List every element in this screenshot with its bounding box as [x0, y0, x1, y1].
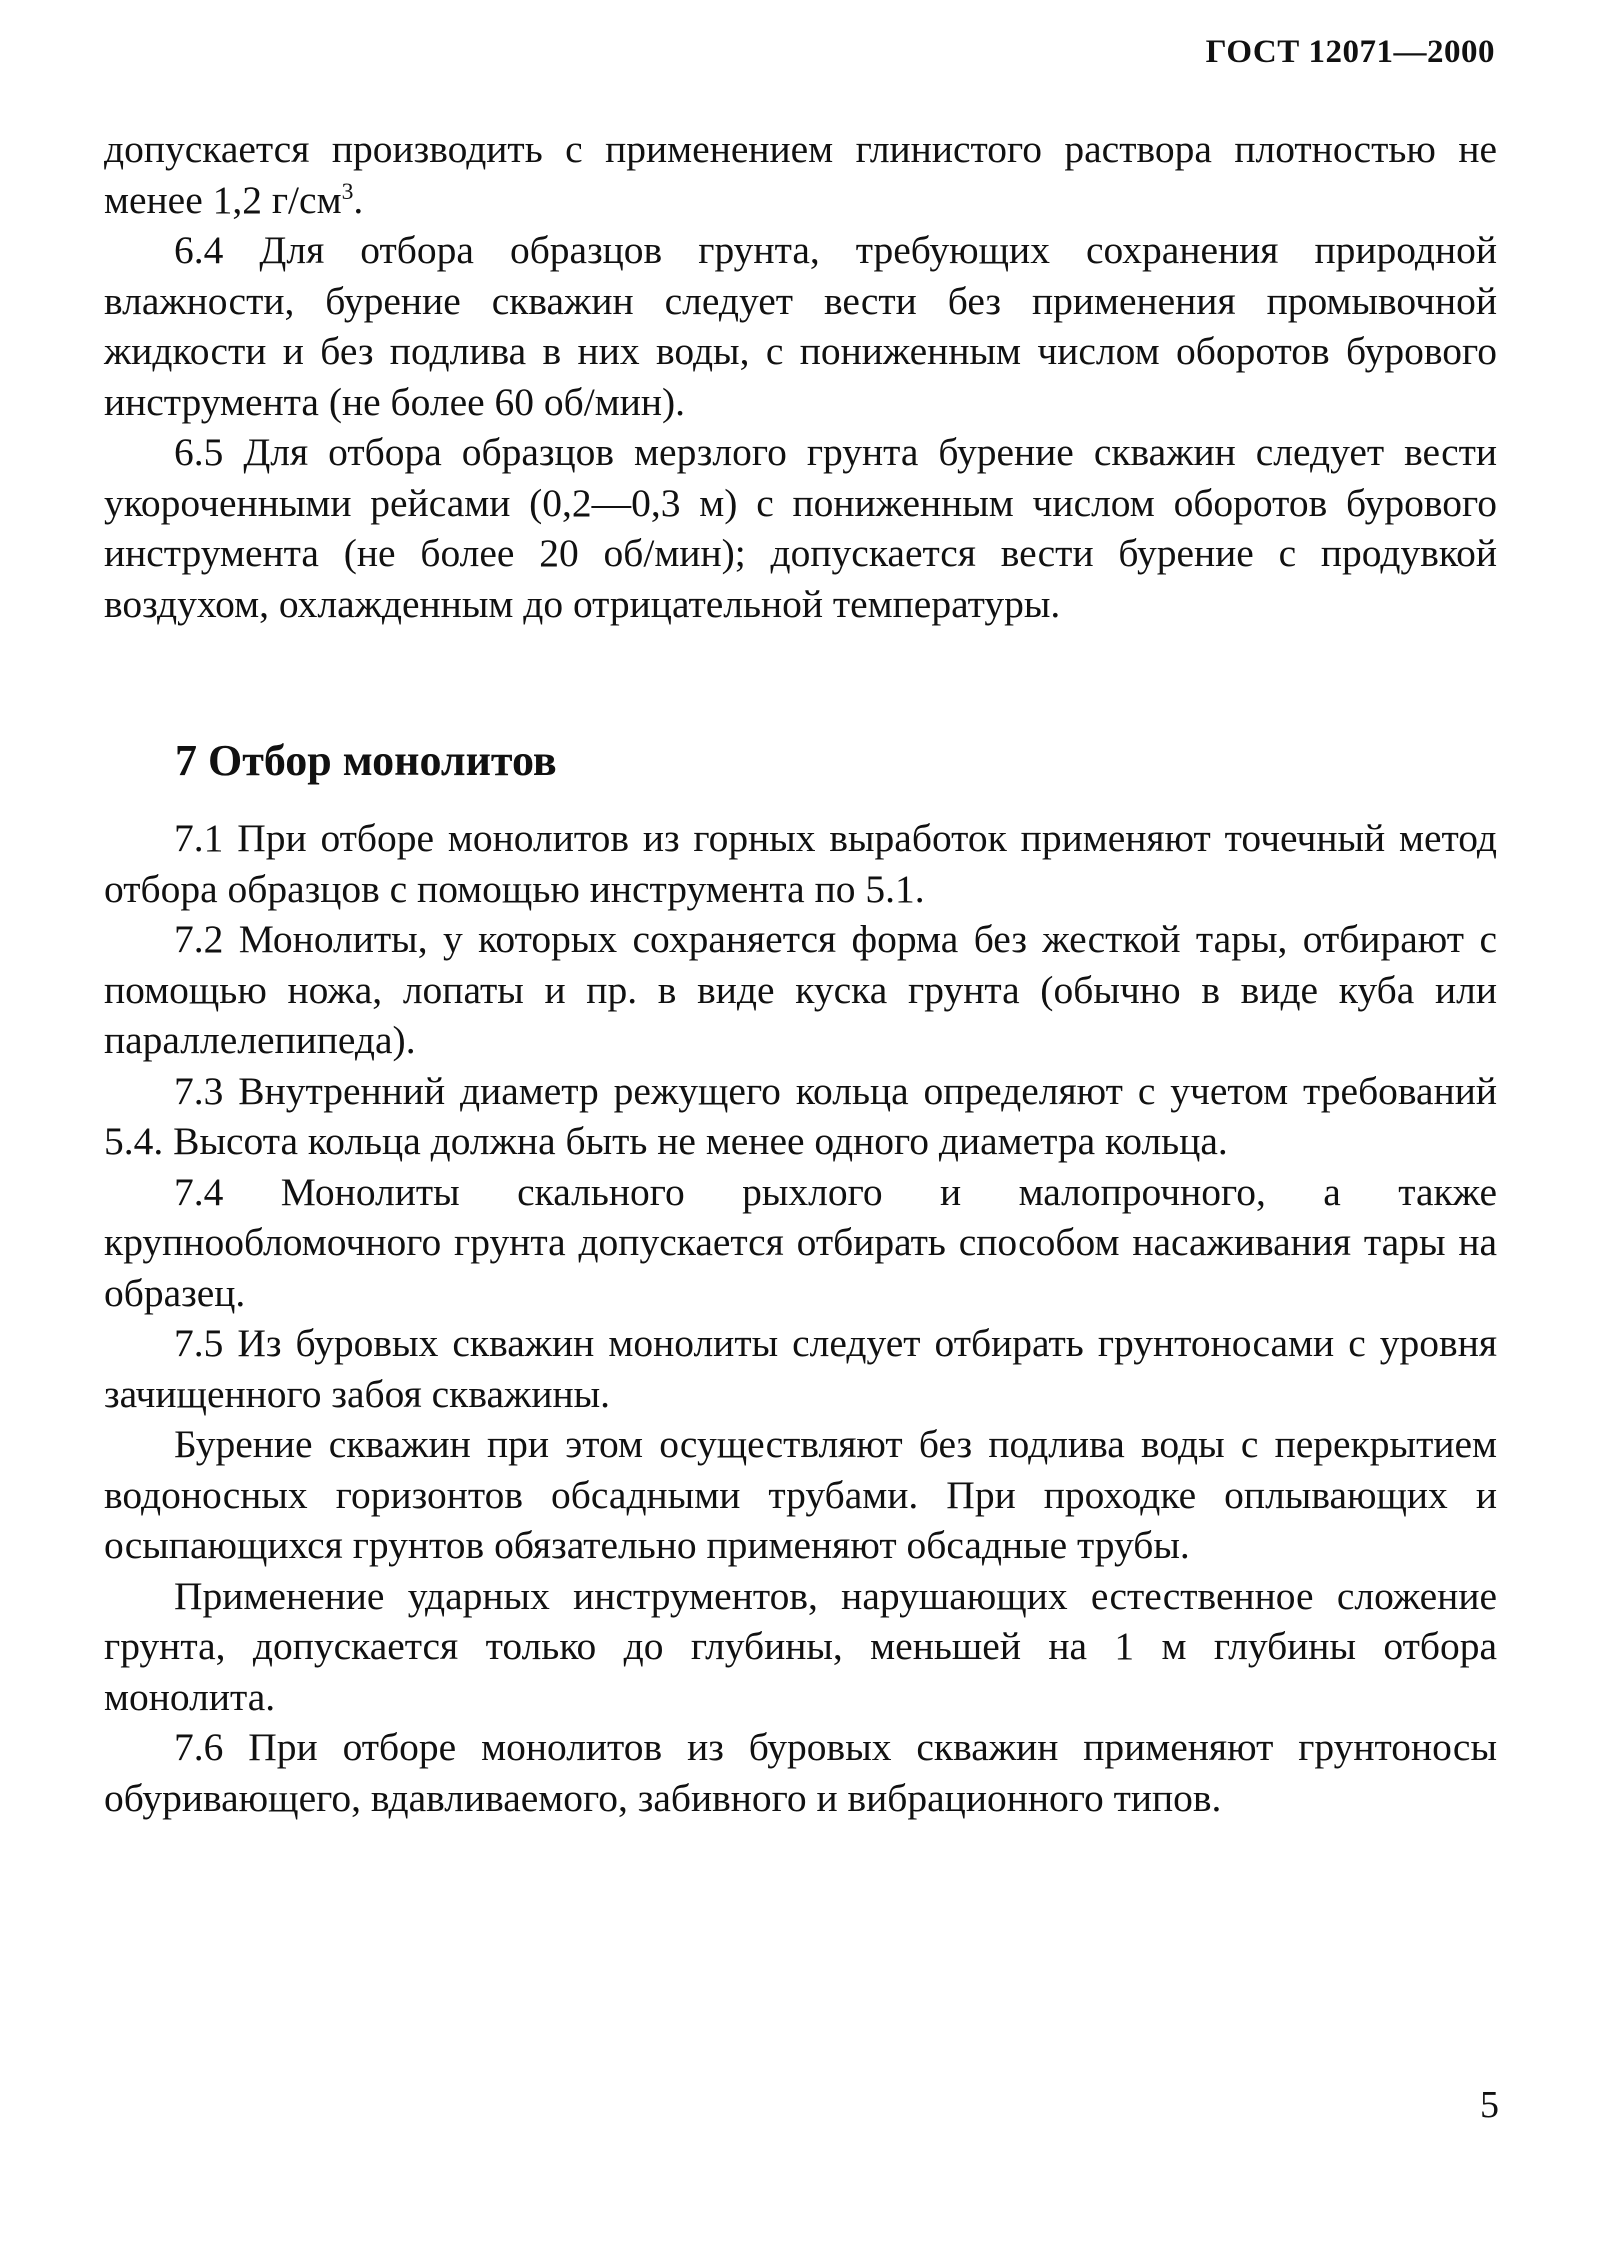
paragraph-7-5: 7.5 Из буровых скважин монолиты следует отбирать грунтоносами с уровня зачищенного забоя скважины. [104, 1321, 1497, 1416]
document-code-header: ГОСТ 12071—2000 [1205, 34, 1495, 70]
paragraph-7-3: 7.3 Внутренний диаметр режущего кольца определяют с учетом требований 5.4. Высота кольца должна быть не менее одного диаметра кольца. [104, 1068, 1497, 1163]
continuation-tail: . [353, 177, 364, 222]
paragraph-7-5-impact-tools: Применение ударных инструментов, нарушающих естественное сложение грунта, допускается только до глубины, меньшей на 1 м глубины отбора монолита. [104, 1573, 1497, 1719]
paragraph-6-4: 6.4 Для отбора образцов грунта, требующих сохранения природной влажности, бурение скважин следует вести без применения промывочной жидкости и без подлива в них воды, с пониженным числом оборотов бурового инструмента (не более 60 об/мин). [104, 228, 1497, 424]
paragraph-7-4: 7.4 Монолиты скального рыхлого и малопрочного, а также крупнообломочного грунта допускается отбирать способом насаживания тары на образец. [104, 1169, 1497, 1315]
paragraph-7-5-drilling: Бурение скважин при этом осуществляют без подлива воды с перекрытием водоносных горизонтов обсадными трубами. При проходке оплывающих и осыпающихся грунтов обязательно применяют обсадные трубы. [104, 1422, 1497, 1567]
page-number: 5 [1480, 2084, 1499, 2126]
continuation-text: допускается производить с применением глинистого раствора плотностью не менее 1,2 г/см [104, 127, 1497, 222]
paragraph-7-1: 7.1 При отборе монолитов из горных выработок применяют точечный метод отбора образцов с помощью инструмента по 5.1. [104, 816, 1497, 911]
section-7-text-block [104, 813, 1497, 1823]
continuation-paragraph [104, 124, 1497, 225]
paragraph-7-6: 7.6 При отборе монолитов из буровых скважин применяют грунтоносы обуривающего, вдавливаемого, забивного и вибрационного типов. [104, 1725, 1497, 1820]
superscript-three: 3 [341, 178, 354, 205]
paragraph-7-2: 7.2 Монолиты, у которых сохраняется форма без жесткой тары, отбирают с помощью ножа, лопаты и пр. в виде куска грунта (обычно в виде куба или параллелепипеда). [104, 917, 1497, 1062]
section-heading-7: 7 Отбор монолитов [175, 736, 557, 785]
paragraph-6-5: 6.5 Для отбора образцов мерзлого грунта бурение скважин следует вести укороченными рейсами (0,2—0,3 м) с пониженным числом оборотов бурового инструмента (не более 20 об/мин); допускается вести бурение с продувкой воздухом, охлажденным до отрицательной температуры. [104, 430, 1497, 626]
top-text-block [104, 124, 1497, 629]
